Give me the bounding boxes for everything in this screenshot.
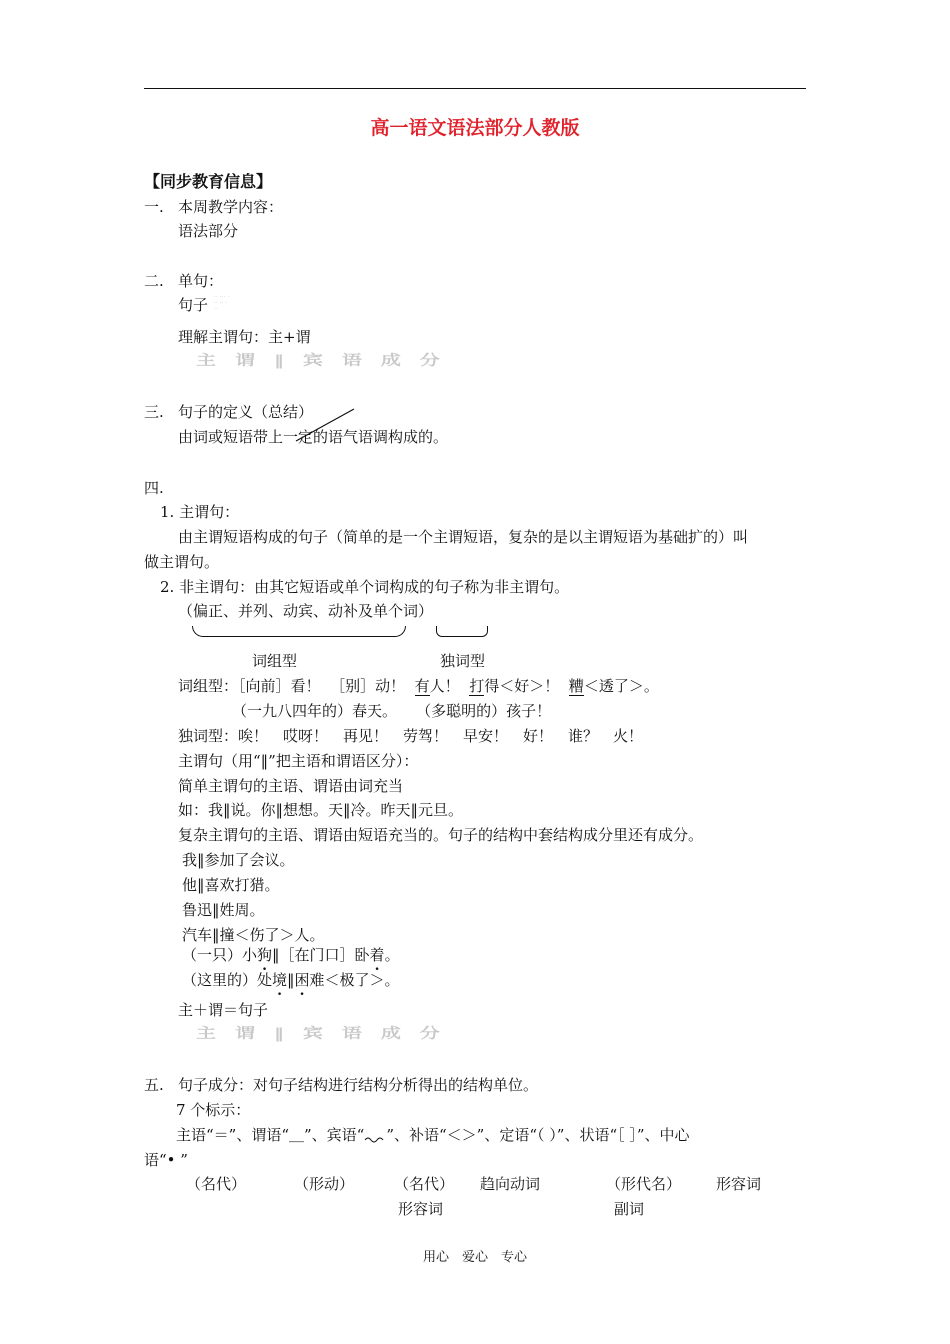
cz-line2-a: （一九八四年的）春天。 [232, 702, 398, 720]
example-5-d: 着 [369, 946, 385, 964]
s3-num: 三. [144, 403, 164, 421]
brace-phrase [192, 626, 406, 637]
example-3: 鲁迅‖姓周。 [182, 901, 265, 919]
example-6-a: （这里的）处 [182, 971, 273, 989]
example-5-e: 。 [384, 946, 400, 964]
s2-line1: 句子 [178, 296, 209, 314]
example-4: 汽车‖撞＜伤了＞人。 [182, 926, 325, 944]
example-1: 我‖参加了会议。 [182, 851, 295, 869]
s2-line2: 理解主谓句：主+谓 [178, 328, 311, 346]
pos-5: （形代名） [606, 1175, 682, 1193]
s5-num: 五. [144, 1076, 164, 1094]
example-5-b: 狗 [257, 946, 273, 964]
header-rule [144, 88, 806, 89]
example-2: 他‖喜欢打猎。 [182, 876, 280, 894]
s1-num: 一. [144, 198, 164, 216]
marks-line-b: ”、补语“＜＞”、定语“（ ）”、状语“［ ］”、中心 [386, 1126, 690, 1144]
cz-ex4-pred: 打 [469, 677, 485, 695]
example-5 [182, 948, 400, 963]
example-6 [182, 973, 400, 988]
pos-6: 形容词 [716, 1175, 762, 1193]
brace-word [436, 626, 488, 637]
s5-label: 句子成分：对句子结构进行结构分析得出的结构单位。 [178, 1076, 539, 1094]
marks-title: 7 个标示： [176, 1101, 251, 1119]
s2-faint-marks: ·· ··· · ·· ·· · ·· [214, 294, 230, 313]
pos-sub-1: 形容词 [398, 1200, 444, 1218]
page-footer: 用心 爱心 专心 [422, 1250, 527, 1265]
pos-3: （名代） [394, 1175, 455, 1193]
section-heading: 【同步教育信息】 [144, 172, 273, 191]
s4-num: 四. [144, 479, 164, 497]
zw-label: 主谓句（用“‖”把主语和谓语区分）： [178, 752, 419, 770]
pos-sub-2: 副词 [614, 1200, 645, 1218]
pos-1: （名代） [186, 1175, 247, 1193]
pos-4: 趋向动词 [480, 1175, 541, 1193]
marks-line-a: 主语“＝”、谓语“＿”、宾语“ [176, 1126, 365, 1144]
brace-label-word: 独词型 [440, 652, 486, 670]
wavy-underline-icon [364, 1130, 386, 1144]
cz-ex3-rest: 人！ [429, 677, 460, 695]
s4-item2-types: （偏正、并列、动宾、动补及单个词） [178, 602, 434, 620]
cz-ex4-rest: 得＜好＞！ [484, 677, 560, 695]
cz-ex3-pred: 有 [414, 677, 430, 695]
cz-ex1: ［向前］看！ [238, 677, 321, 695]
s3-label: 句子的定义（总结） [178, 403, 314, 421]
cz-ex5-pred: 糟 [568, 677, 584, 695]
cz-line2 [232, 704, 551, 719]
s2-faint-watermark: 主 谓 ‖ 宾 语 成 分 [196, 351, 446, 369]
s1-content: 语法部分 [178, 222, 239, 240]
pos-2: （形动） [294, 1175, 355, 1193]
s2-label: 单句： [178, 272, 224, 290]
example-6-b: 境 [272, 971, 288, 989]
cz-ex5-rest: ＜透了＞。 [583, 677, 659, 695]
cz-line2-b: （多聪明的）孩子！ [416, 702, 552, 720]
strike-slash [290, 405, 360, 445]
example-6-d: 困 [294, 971, 310, 989]
dc-line: 独词型：唉！ 哎呀！ 再见！ 劳驾！ 早安！ 好！ 谁？ 火！ [178, 727, 644, 745]
simple-examples: 如：我‖说。你‖想想。天‖冷。昨天‖元旦。 [178, 801, 464, 819]
s4-item1-text-b: 做主谓句。 [144, 553, 220, 571]
formula: 主＋谓＝句子 [178, 1001, 269, 1019]
brace-label-phrase: 词组型 [252, 652, 298, 670]
s4-item1-label: 1. 主谓句： [160, 503, 240, 521]
example-5-c: ‖［在门口］卧 [272, 946, 370, 964]
cz-ex2: ［别］动！ [330, 677, 406, 695]
s4-item1-text-a: 由主谓短语构成的句子（简单的是一个主谓短语，复杂的是以主谓短语为基础扩的）叫 [178, 528, 749, 546]
page-title: 高一语文语法部分人教版 [370, 117, 580, 139]
marks-line [176, 1128, 690, 1144]
s4-faint-watermark: 主 谓 ‖ 宾 语 成 分 [196, 1024, 446, 1042]
cz-line [178, 679, 659, 694]
example-6-e: 难＜极了＞。 [309, 971, 400, 989]
marks-line-c: 语“• ” [144, 1151, 188, 1169]
complex-label: 复杂主谓句的主语、谓语由短语充当的。句子的结构中套结构成分里还有成分。 [178, 826, 704, 844]
cz-label: 词组型： [178, 677, 239, 695]
s3-content: 由词或短语带上一定的语气语调构成的。 [178, 428, 449, 446]
example-6-c: ‖ [287, 971, 295, 989]
s1-label: 本周教学内容： [178, 198, 284, 216]
simple-label: 简单主谓句的主语、谓语由词充当 [178, 777, 404, 795]
example-5-a: （一只）小 [182, 946, 258, 964]
s4-item2-label: 2. 非主谓句：由其它短语或单个词构成的句子称为非主谓句。 [160, 578, 570, 596]
s2-num: 二. [144, 272, 164, 290]
